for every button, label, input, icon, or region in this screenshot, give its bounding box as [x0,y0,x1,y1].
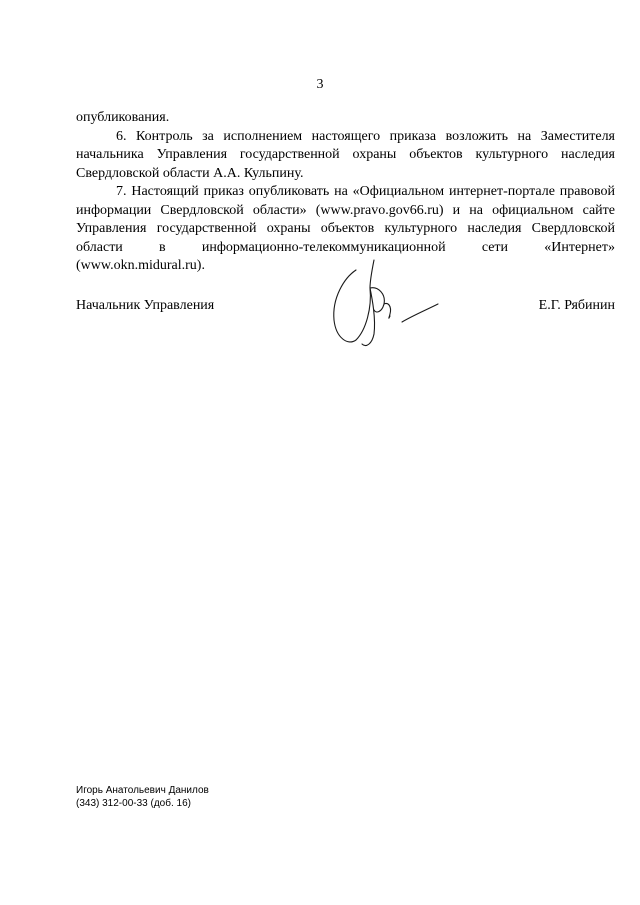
executor-name: Игорь Анатольевич Данилов [76,785,209,796]
handwritten-signature-icon [326,258,446,350]
document-body [76,109,615,276]
page-number: 3 [316,77,324,92]
signatory-title: Начальник Управления [76,298,215,313]
paragraph-item-7: 7. Настоящий приказ опубликовать на «Официальном интернет-портале правовой информации Свердловской области» (www.pravo.gov66.ru) и на официальном сайте Управления государственной охраны объектов культурного наследия Свердловской области в информационно-телекоммуникационной сети «Интернет» (www.okn.midural.ru). [76,184,615,273]
executor-phone: (343) 312-00-33 (доб. 16) [76,798,191,809]
executor-footer [76,784,209,810]
signatory-name: Е.Г. Рябинин [538,298,615,313]
paragraph-item-6: 6. Контроль за исполнением настоящего приказа возложить на Заместителя начальника Управления государственной охраны объектов культурного наследия Свердловской области А.А. Кульпину. [76,128,615,181]
paragraph-continuation: опубликования. [76,110,170,125]
